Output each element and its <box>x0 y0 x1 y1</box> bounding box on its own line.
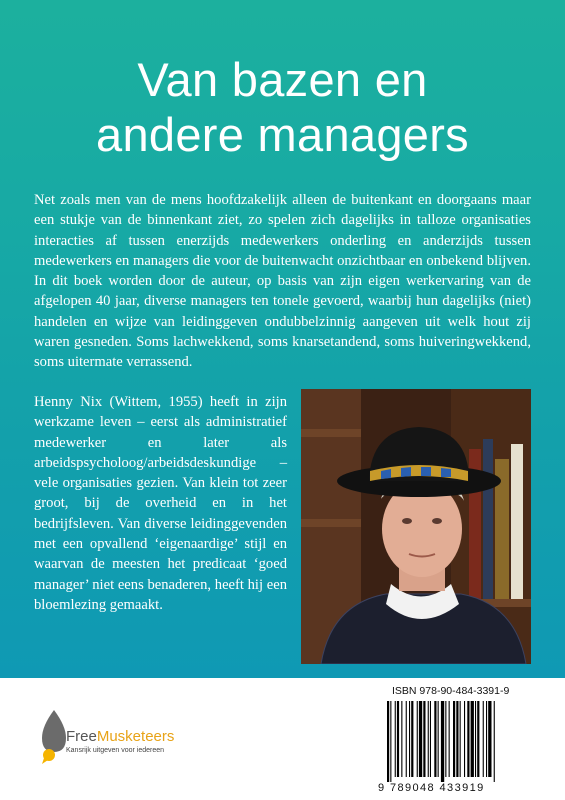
barcode-bar <box>438 701 439 777</box>
author-photo <box>301 389 531 664</box>
barcode-bar <box>483 701 484 777</box>
barcode-bar <box>464 701 465 777</box>
barcode-digits: 9 789048 433919 <box>378 782 485 794</box>
barcode-bar <box>488 701 491 777</box>
author-bio-text: Henny Nix (Wittem, 1955) heeft in zijn werkzame leven – eerst als administratief medewerker en later als arbeidspsycholoog/arbeidsdeskundige – vele organisaties gezien. Van klein tot zeer groot, bij de overheid en in het bedrijfsleven. Van diverse leidinggevenden met een opvallend ‘eigenaardige’ stijl en waarvan de meesten het predicaat ‘goed manager’ niet eens benaderen, heeft hij een bloemlezing gemaakt. <box>34 394 287 613</box>
barcode-bar <box>395 701 396 777</box>
publisher-name-musketeers: Musketeers <box>96 728 175 745</box>
title-line-2: andere managers <box>96 108 469 161</box>
publisher-name <box>66 728 174 745</box>
barcode-bar <box>467 701 469 777</box>
barcode-bar <box>428 701 429 777</box>
isbn-label: ISBN 978-90-484-3391-9 <box>392 685 510 697</box>
barcode-bar <box>417 701 418 777</box>
barcode-bar <box>477 701 479 777</box>
barcode-bar <box>423 701 425 777</box>
barcode-bar <box>434 701 436 777</box>
barcode-bar <box>449 701 450 777</box>
barcode-bar <box>445 701 446 777</box>
barcode-bar <box>430 701 431 777</box>
title-line-1: Van bazen en <box>137 53 428 106</box>
barcode-bar <box>475 701 476 777</box>
barcode-bar <box>397 701 399 777</box>
barcode-bars <box>383 699 536 782</box>
blurb-text: Net zoals men van de mens hoofdzakelijk alleen de buitenkant en doorgaans maar een stukje van de binnenkant ziet, zo spelen zich dagelijks in talloze organisaties interacties af tussen enerzijds medewerkers onderling en anderzijds tussen medewerkers en managers die voor de buitenwacht onzichtbaar en onbekend blijven. In dit boek worden door de auteur, op basis van zijn eigen werkervaring van de afgelopen 40 jaar, diverse managers ten tonele gevoerd, waarbij hun dagelijks (niet) handelen en wijze van leidinggeven ondubbelzinnig aangeven uit welk hout zij waren gesneden. Soms lachwekkend, soms knarsetandend, soms huiveringwekkend, soms uitermate verrassend. <box>34 192 531 371</box>
publisher-name-free: Free <box>66 728 97 745</box>
barcode-bar <box>409 701 410 777</box>
barcode-bar <box>390 701 391 782</box>
barcode-bar <box>460 701 461 777</box>
barcode-bar <box>486 701 487 777</box>
barcode-bar <box>419 701 422 777</box>
barcode-bar <box>456 701 458 777</box>
publisher-logo <box>40 708 190 768</box>
barcode-bar <box>406 701 407 777</box>
barcode-bar <box>453 701 455 777</box>
book-title <box>0 52 565 162</box>
barcode-bar <box>401 701 402 777</box>
barcode-bar <box>387 701 389 782</box>
publisher-tagline: Kansrijk uitgeven voor iedereen <box>66 747 165 754</box>
barcode <box>383 699 536 782</box>
barcode-bar <box>471 701 474 777</box>
barcode-bar <box>494 701 495 782</box>
barcode-bar <box>411 701 413 777</box>
barcode-bar <box>441 701 444 782</box>
